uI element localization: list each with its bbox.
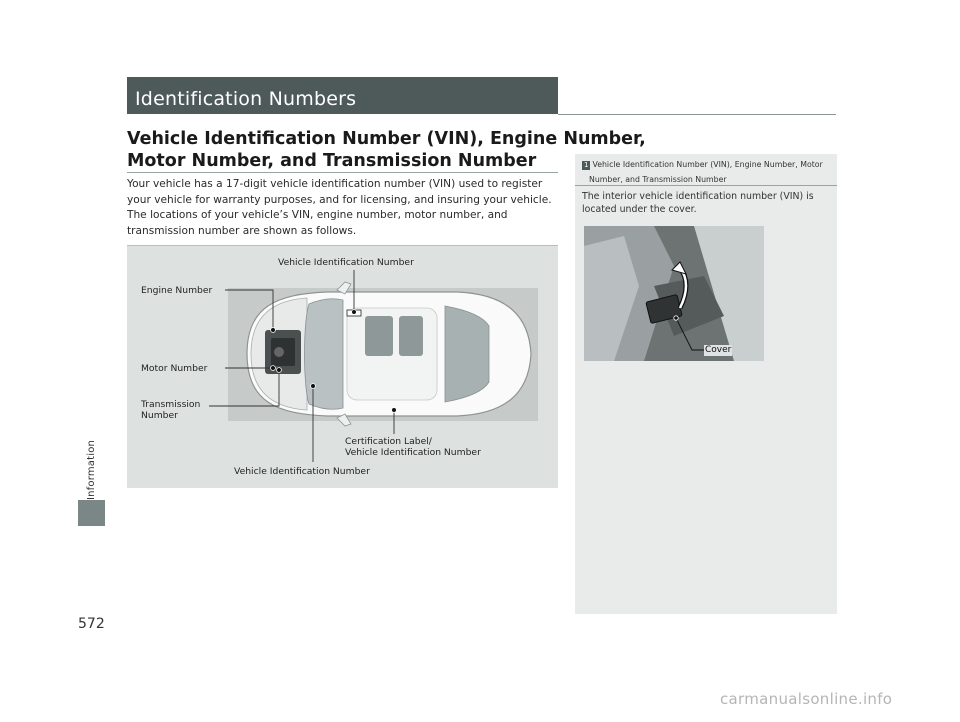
page-title: Identification Numbers (135, 88, 357, 110)
vin-top-label: Vehicle Identification Number (278, 257, 414, 268)
note-text: The interior vehicle identification number (VIN) is located under the cover. (582, 191, 814, 215)
engine-number-label: Engine Number (141, 285, 213, 296)
vin-bottom-label: Vehicle Identification Number (234, 466, 370, 477)
sidebar-section-label: Information (86, 439, 97, 500)
note-heading-line: Number, and Transmission Number (589, 175, 727, 184)
transmission-number-label (141, 399, 200, 421)
certification-label-line: Certification Label/ (345, 436, 432, 447)
motor-number-label: Motor Number (141, 363, 208, 374)
body-paragraph: The locations of your vehicle’s VIN, engine number, motor number, and transmission number are shown as follows. (127, 209, 508, 237)
vin-cover-photo-image (584, 226, 764, 361)
vehicle-diagram-figure (127, 245, 558, 488)
body-paragraph: Your vehicle has a 17-digit vehicle identification number (VIN) used to register your vehicle for warranty purposes, and for licensing, and insuring your vehicle. (127, 178, 552, 206)
note-heading (582, 157, 832, 187)
watermark-text: carmanualsonline.info (720, 690, 893, 708)
page-number: 572 (78, 616, 105, 632)
note-heading-text: Vehicle Identification Number (VIN), Engine Number, Motor (592, 160, 823, 169)
sidebar-section-tab (78, 500, 105, 526)
note-divider (575, 185, 837, 186)
body-text (127, 177, 559, 239)
transmission-label-line: Transmission (141, 399, 201, 410)
note-panel (575, 154, 837, 614)
header-divider (558, 114, 836, 115)
certification-label-line: Vehicle Identification Number (345, 447, 481, 458)
section-title-line: Motor Number, and Transmission Number (127, 151, 537, 171)
section-title-line: Vehicle Identification Number (VIN), Engine Number, (127, 129, 646, 149)
note-marker-icon: 1 (584, 161, 589, 169)
cover-label: Cover (705, 345, 732, 355)
vin-cover-photo (584, 226, 764, 361)
section-title (127, 128, 646, 172)
certification-label-callout (345, 436, 481, 458)
note-heading-line (582, 157, 832, 172)
section-divider (127, 172, 558, 173)
transmission-label-line: Number (141, 410, 178, 421)
